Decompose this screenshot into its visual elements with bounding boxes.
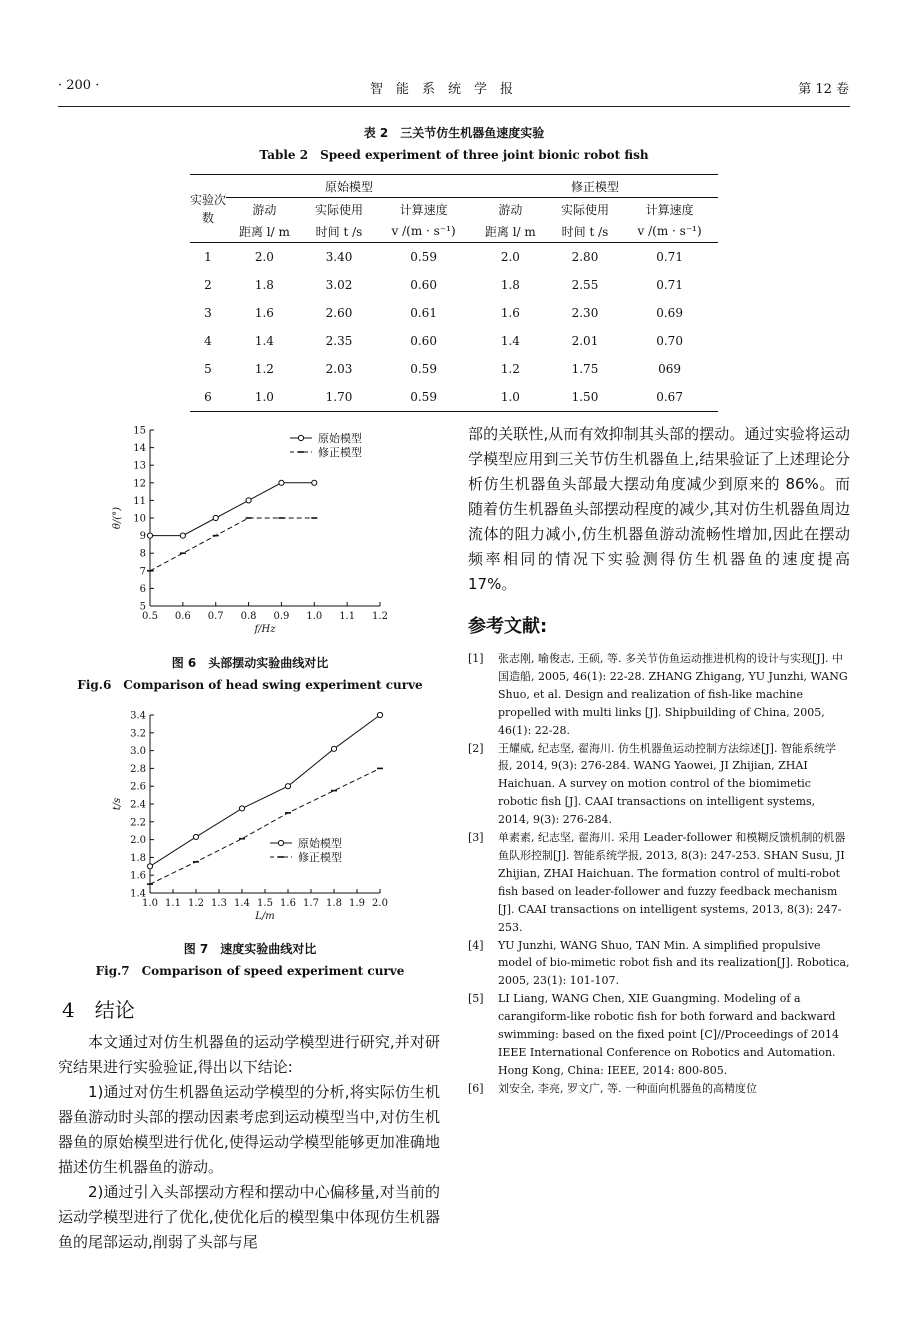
table-cell: 1.6 bbox=[254, 306, 274, 320]
y-axis-label: t/s bbox=[112, 797, 123, 811]
table-cell: 0.69 bbox=[656, 306, 683, 320]
ref-number: [2] bbox=[468, 741, 484, 755]
ref-number: [1] bbox=[468, 652, 484, 665]
speed-table bbox=[190, 174, 718, 412]
section-4-title: 4 结论 bbox=[62, 998, 135, 1022]
table-cell: 3 bbox=[204, 306, 212, 320]
x-axis-label: L/m bbox=[255, 911, 275, 922]
table-cell: 3.40 bbox=[325, 250, 353, 264]
paragraph: 2)通过引入头部摆动方程和摆动中心偏移量,对当前的运动学模型进行了优化,使优化后的模型集中体现仿生机器鱼的尾部运动,削弱了头部与尾 bbox=[58, 1183, 440, 1251]
y-tick-label: 3.0 bbox=[130, 746, 146, 758]
ref-number: [3] bbox=[468, 831, 484, 845]
table-cell: 1.6 bbox=[500, 306, 520, 320]
h-dist-2b: 距离 l/ m bbox=[472, 220, 549, 243]
table-cell: 1.50 bbox=[549, 383, 621, 412]
table-row bbox=[190, 243, 718, 272]
section-4-body bbox=[58, 1030, 440, 1255]
ref-text: YU Junzhi, WANG Shuo, TAN Min. A simplified propulsive model of bio-mimetic robot fish and its realization[J]. Robotica, 2005, 23(1): 101-107. bbox=[498, 938, 850, 988]
table-row bbox=[190, 299, 718, 327]
y-tick-label: 1.8 bbox=[130, 852, 146, 864]
table-cell: 5 bbox=[204, 362, 212, 376]
x-tick-label: 1.2 bbox=[372, 611, 388, 622]
reference-item bbox=[468, 1080, 850, 1098]
journal-title: 智 能 系 统 学 报 bbox=[370, 82, 514, 97]
legend-marker bbox=[298, 435, 303, 440]
y-tick-label: 9 bbox=[139, 531, 146, 543]
h-speed-2b: v /(m · s⁻¹) bbox=[621, 220, 718, 243]
ref-number: [4] bbox=[468, 938, 484, 952]
y-tick-label: 2.0 bbox=[130, 835, 146, 847]
table-cell: 2.30 bbox=[571, 306, 599, 320]
table-cell: 2.0 bbox=[500, 250, 520, 264]
fig6-caption-cn: 图 6 头部摆动实验曲线对比 bbox=[171, 656, 329, 670]
fig7-caption-en: Fig.7 Comparison of speed experiment curve bbox=[95, 964, 405, 978]
y-tick-label: 3.4 bbox=[130, 710, 146, 722]
data-point bbox=[213, 515, 218, 520]
y-tick-label: 1.4 bbox=[130, 888, 146, 900]
table-caption-cn: 表 2 三关节仿生机器鱼速度实验 bbox=[363, 126, 545, 140]
x-tick-label: 1.1 bbox=[339, 611, 356, 622]
table-cell: 1.8 bbox=[500, 278, 520, 292]
group-original: 原始模型 bbox=[226, 175, 472, 198]
table-cell: 1.4 bbox=[500, 334, 520, 348]
references-title: 参考文献: bbox=[468, 616, 548, 637]
x-tick-label: 1.3 bbox=[211, 898, 227, 909]
table-row bbox=[190, 271, 718, 299]
h-time-2b: 时间 t /s bbox=[549, 220, 621, 243]
table-cell: 0.71 bbox=[656, 250, 683, 264]
table-cell: 4 bbox=[204, 334, 212, 348]
table-cell: 2 bbox=[204, 278, 212, 292]
table-cell: 1.0 bbox=[226, 383, 303, 412]
x-tick-label: 1.0 bbox=[142, 898, 158, 909]
y-tick-label: 3.2 bbox=[130, 728, 146, 740]
y-tick-label: 12 bbox=[133, 478, 146, 490]
legend-label: 原始模型 bbox=[318, 432, 362, 445]
x-tick-label: 1.9 bbox=[349, 898, 365, 909]
data-point bbox=[285, 784, 290, 789]
x-axis-label: f/Hz bbox=[254, 624, 276, 635]
x-tick-label: 1.8 bbox=[326, 898, 342, 909]
table-cell: 0.71 bbox=[656, 278, 683, 292]
data-point bbox=[180, 533, 185, 538]
y-tick-label: 15 bbox=[133, 425, 146, 437]
series-line-2 bbox=[150, 518, 314, 571]
table-cell: 1.70 bbox=[303, 383, 375, 412]
x-tick-label: 0.6 bbox=[174, 611, 191, 622]
x-tick-label: 1.0 bbox=[306, 611, 323, 622]
h-dist-1: 游动 bbox=[252, 202, 277, 217]
data-point bbox=[377, 712, 382, 717]
table-cell: 2.80 bbox=[571, 250, 599, 264]
series-line-1 bbox=[150, 715, 380, 866]
table-cell: 0.59 bbox=[375, 383, 472, 412]
data-point bbox=[279, 480, 284, 485]
h-time-1b: 实际使用 bbox=[560, 202, 609, 217]
table-cell: 1.75 bbox=[571, 362, 599, 376]
h-speed-1b: 计算速度 bbox=[645, 202, 694, 217]
right-column-text: 部的关联性,从而有效抑制其头部的摆动。通过实验将运动学模型应用到三关节仿生机器鱼上,结果验证了上述理论分析仿生机器鱼头部最大摆动角度减少到原来的 86%。而随着仿生机器鱼头部摆动程度的减少,其对仿生机器鱼周边流体的阻力减小,仿生机器鱼游动流畅性增加,因此在摆动频率相同的情况下实验测得仿生机器鱼的速度提高 17%。 bbox=[468, 425, 850, 593]
table-cell: 0.60 bbox=[410, 278, 437, 292]
x-tick-label: 1.6 bbox=[280, 898, 296, 909]
group-modified: 修正模型 bbox=[472, 175, 718, 198]
y-tick-label: 14 bbox=[133, 443, 146, 455]
table-cell: 1.2 bbox=[254, 362, 274, 376]
reference-item bbox=[468, 740, 850, 830]
table-cell: 3.02 bbox=[325, 278, 353, 292]
h-dist-1b: 游动 bbox=[498, 202, 523, 217]
series-line-2 bbox=[150, 768, 380, 884]
table-cell: 1.4 bbox=[254, 334, 274, 348]
data-point bbox=[246, 498, 251, 503]
legend-label: 原始模型 bbox=[298, 837, 342, 850]
table-cell: 1.2 bbox=[500, 362, 520, 376]
x-tick-label: 0.9 bbox=[273, 611, 290, 622]
table-cell: 0.60 bbox=[410, 334, 437, 348]
ref-text: 单素素, 纪志坚, 翟海川. 采用 Leader-follower 和模糊反馈机制的机器鱼队形控制[J]. 智能系统学报, 2013, 8(3): 247-253. SHAN Susu, JI Zhijian, ZHAI Haichuan. The formation control of multi-robot fish based on leader-follower and fuzzy feedback mechanism [J]. CAAI transactions on intelligent systems, 2013, 8(3): 247-253. bbox=[498, 831, 846, 934]
table-cell: 1.0 bbox=[472, 383, 549, 412]
table-cell: 0.67 bbox=[621, 383, 718, 412]
table-cell: 6 bbox=[190, 383, 226, 412]
y-tick-label: 8 bbox=[139, 548, 146, 560]
y-tick-label: 11 bbox=[133, 495, 146, 507]
h-dist-2: 距离 l/ m bbox=[226, 220, 303, 243]
page-number: · 200 · bbox=[58, 78, 100, 93]
header-rule bbox=[58, 106, 850, 107]
y-tick-label: 2.6 bbox=[130, 781, 146, 793]
table-cell: 0.61 bbox=[410, 306, 437, 320]
data-point bbox=[193, 834, 198, 839]
table-cell: 2.0 bbox=[254, 250, 274, 264]
table-cell: 1 bbox=[204, 250, 212, 264]
ref-text: LI Liang, WANG Chen, XIE Guangming. Modeling of a carangiform-like robotic fish for both forward and backward swimming: based on the fixed point [C]//Proceedings of 2014 IEEE International Conference on Robotics and Automation. Hong Kong, China: IEEE, 2014: 800-805. bbox=[498, 992, 839, 1077]
fig6-caption-en: Fig.6 Comparison of head swing experiment curve bbox=[77, 678, 423, 692]
paragraph: 本文通过对仿生机器鱼的运动学模型进行研究,并对研究结果进行实验验证,得出以下结论: bbox=[58, 1033, 440, 1076]
h-time-1: 实际使用 bbox=[314, 202, 363, 217]
reference-item bbox=[468, 937, 850, 991]
ref-number: [6] bbox=[468, 1081, 484, 1095]
table-row bbox=[190, 383, 718, 412]
legend-marker bbox=[278, 840, 283, 845]
table-cell: 2.55 bbox=[571, 278, 599, 292]
y-tick-label: 13 bbox=[133, 460, 146, 472]
table-row bbox=[190, 355, 718, 383]
data-point bbox=[331, 746, 336, 751]
x-tick-label: 1.7 bbox=[303, 898, 319, 909]
ref-number: [5] bbox=[468, 992, 484, 1006]
reference-list bbox=[468, 650, 850, 1098]
x-tick-label: 1.4 bbox=[234, 898, 250, 909]
series-line-1 bbox=[150, 483, 314, 536]
head-swing-chart bbox=[100, 420, 400, 646]
x-tick-label: 0.8 bbox=[240, 611, 257, 622]
table-caption-en: Table 2 Speed experiment of three joint bionic robot fish bbox=[259, 148, 649, 162]
table-cell: 0.59 bbox=[410, 362, 437, 376]
y-tick-label: 2.4 bbox=[130, 799, 146, 811]
reference-item bbox=[468, 650, 850, 740]
data-point bbox=[147, 533, 152, 538]
legend-label: 修正模型 bbox=[298, 851, 342, 864]
table-cell: 2.01 bbox=[571, 334, 599, 348]
ref-text: 张志刚, 喻俊志, 王硕, 等. 多关节仿鱼运动推进机构的设计与实现[J]. 中国造船, 2005, 46(1): 22-28. ZHANG Zhigang, YU Junzhi, WANG Shuo, et al. Design and realization of fish-like machine propelled with multi links [J]. Shipbuilding of China, 2005, 46(1): 22-28. bbox=[498, 652, 848, 737]
x-tick-label: 0.5 bbox=[142, 611, 158, 622]
table-cell: 2.03 bbox=[325, 362, 353, 376]
h-speed-1: 计算速度 bbox=[399, 202, 448, 217]
data-point bbox=[239, 806, 244, 811]
y-tick-label: 2.8 bbox=[130, 763, 146, 775]
volume-label: 第 12 卷 bbox=[798, 82, 849, 97]
ref-text: 王耀威, 纪志坚, 翟海川. 仿生机器鱼运动控制方法综述[J]. 智能系统学报, 2014, 9(3): 276-284. WANG Yaowei, JI Zhijian, ZHAI Haichuan. A survey on motion control of the biomimetic robotic fish [J]. CAAI transactions on intelligent systems, 2014, 9(3): 276-284. bbox=[498, 741, 836, 827]
col-trial: 实验次数 bbox=[190, 175, 226, 243]
x-tick-label: 1.1 bbox=[165, 898, 181, 909]
table-cell: 1.8 bbox=[254, 278, 274, 292]
y-tick-label: 7 bbox=[139, 566, 146, 578]
reference-item bbox=[468, 829, 850, 936]
table-cell: 2.60 bbox=[325, 306, 353, 320]
y-tick-label: 10 bbox=[133, 513, 146, 525]
reference-item bbox=[468, 990, 850, 1080]
fig7-caption-cn: 图 7 速度实验曲线对比 bbox=[183, 942, 317, 956]
table-cell: 0.59 bbox=[410, 250, 437, 264]
x-tick-label: 1.5 bbox=[257, 898, 273, 909]
data-point bbox=[312, 480, 317, 485]
table-cell: 2.35 bbox=[325, 334, 353, 348]
y-axis-label: θ/(°) bbox=[112, 506, 123, 530]
y-tick-label: 1.6 bbox=[130, 870, 146, 882]
x-tick-label: 2.0 bbox=[372, 898, 388, 909]
paragraph: 1)通过对仿生机器鱼运动学模型的分析,将实际仿生机器鱼游动时头部的摆动因素考虑到运动模型当中,对仿生机器鱼的原始模型进行优化,使得运动学模型能够更加准确地描述仿生机器鱼的游动。 bbox=[58, 1083, 440, 1176]
y-tick-label: 6 bbox=[139, 583, 146, 595]
table-row bbox=[190, 327, 718, 355]
x-tick-label: 0.7 bbox=[207, 611, 224, 622]
x-tick-label: 1.2 bbox=[188, 898, 204, 909]
h-speed-2: v /(m · s⁻¹) bbox=[375, 220, 472, 243]
data-point bbox=[147, 864, 152, 869]
ref-text: 刘安全, 李亮, 罗文广, 等. 一种面向机器鱼的高精度位 bbox=[498, 1081, 757, 1095]
table-cell: 0.70 bbox=[656, 334, 683, 348]
table-cell: 069 bbox=[658, 362, 682, 376]
speed-chart bbox=[100, 705, 400, 933]
h-time-2: 时间 t /s bbox=[303, 220, 375, 243]
y-tick-label: 5 bbox=[139, 601, 146, 613]
legend-label: 修正模型 bbox=[318, 446, 362, 459]
y-tick-label: 2.2 bbox=[130, 817, 146, 829]
